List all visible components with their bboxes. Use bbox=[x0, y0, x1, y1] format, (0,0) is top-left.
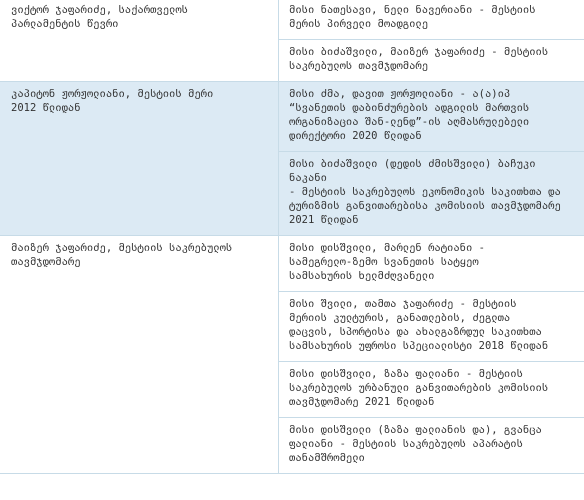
relative-entry bbox=[279, 418, 584, 473]
person-name: კაპიტონ ჟორჟოლიანი, მესტიის მერი 2012 წლიდან bbox=[11, 88, 214, 114]
person-cell bbox=[0, 236, 279, 473]
relative-text: მისი დისშვილი, მარლენ რატიანი - სამეგრელო-ზემო სვანეთის სატყეო სამსახურის ხელმძღვანელი bbox=[289, 242, 485, 282]
relative-text: მისი ბიძაშვილი (დედის ძმისშვილი) ბაჩუკი ნაკანი - მესტიის საკრებულოს ეკონომიკის საკითხთა და ტურიზმის განვითარებისა კომისიის თავმჯდომარე 2021 წლიდან bbox=[289, 158, 561, 226]
relative-entry bbox=[279, 40, 584, 81]
relatives-cell bbox=[279, 82, 584, 235]
table-row bbox=[0, 82, 584, 236]
person-cell bbox=[0, 0, 279, 81]
relative-text: მისი დისშვილი, ზაზა ფალიანი - მესტიის საკრებულოს ურბანული განვითარების კომისიის თავმჯდომარე 2021 წლიდან bbox=[289, 368, 549, 408]
relative-text: მისი შვილი, თამთა ჯაფარიძე - მესტიის მერიის კულტურის, განათლების, ძეგლთა დაცვის, სპორტისა და ახალგაზრდულ საკითხთა სამსახურის უფროსი სპეციალისტი 2018 წლიდან bbox=[289, 298, 549, 352]
relative-entry bbox=[279, 82, 584, 152]
relative-entry bbox=[279, 152, 584, 235]
table-row bbox=[0, 0, 584, 82]
relative-entry bbox=[279, 292, 584, 362]
relatives-cell bbox=[279, 236, 584, 473]
relative-entry bbox=[279, 236, 584, 292]
relative-text: მისი ბიძაშვილი, მაიზერ ჯაფარიძე - მესტიის საკრებულოს თავმჯდომარე bbox=[289, 46, 549, 72]
relative-entry bbox=[279, 0, 584, 40]
relative-text: მისი დისშვილი (ზაზა ფალიანის და), გვანცა ფალიანი - მესტიის საკრებულოს აპარატის თანამშრომელი bbox=[289, 424, 542, 464]
relatives-cell bbox=[279, 0, 584, 81]
person-cell bbox=[0, 82, 279, 235]
relative-text: მისი ნათესავი, ნელი ნავერიანი - მესტიის მერის პირველი მოადგილე bbox=[289, 4, 536, 30]
person-name: ვიქტორ ჯაფარიძე, საქართველოს პარლამენტის წევრი bbox=[11, 4, 189, 30]
table-row bbox=[0, 236, 584, 474]
relative-entry bbox=[279, 362, 584, 418]
relative-text: მისი ძმა, დავით ჟორჟოლიანი - ა(ა)იპ “სვანეთის დაბინძურების ადგილის მართვის ორგანიზაცია შან-ლენდ”-ის აღმასრულებელი დირექტორი 2020 წლიდან bbox=[289, 88, 530, 142]
person-name: მაიზერ ჯაფარიძე, მესტიის საკრებულოს თავმჯდომარე bbox=[11, 242, 233, 268]
